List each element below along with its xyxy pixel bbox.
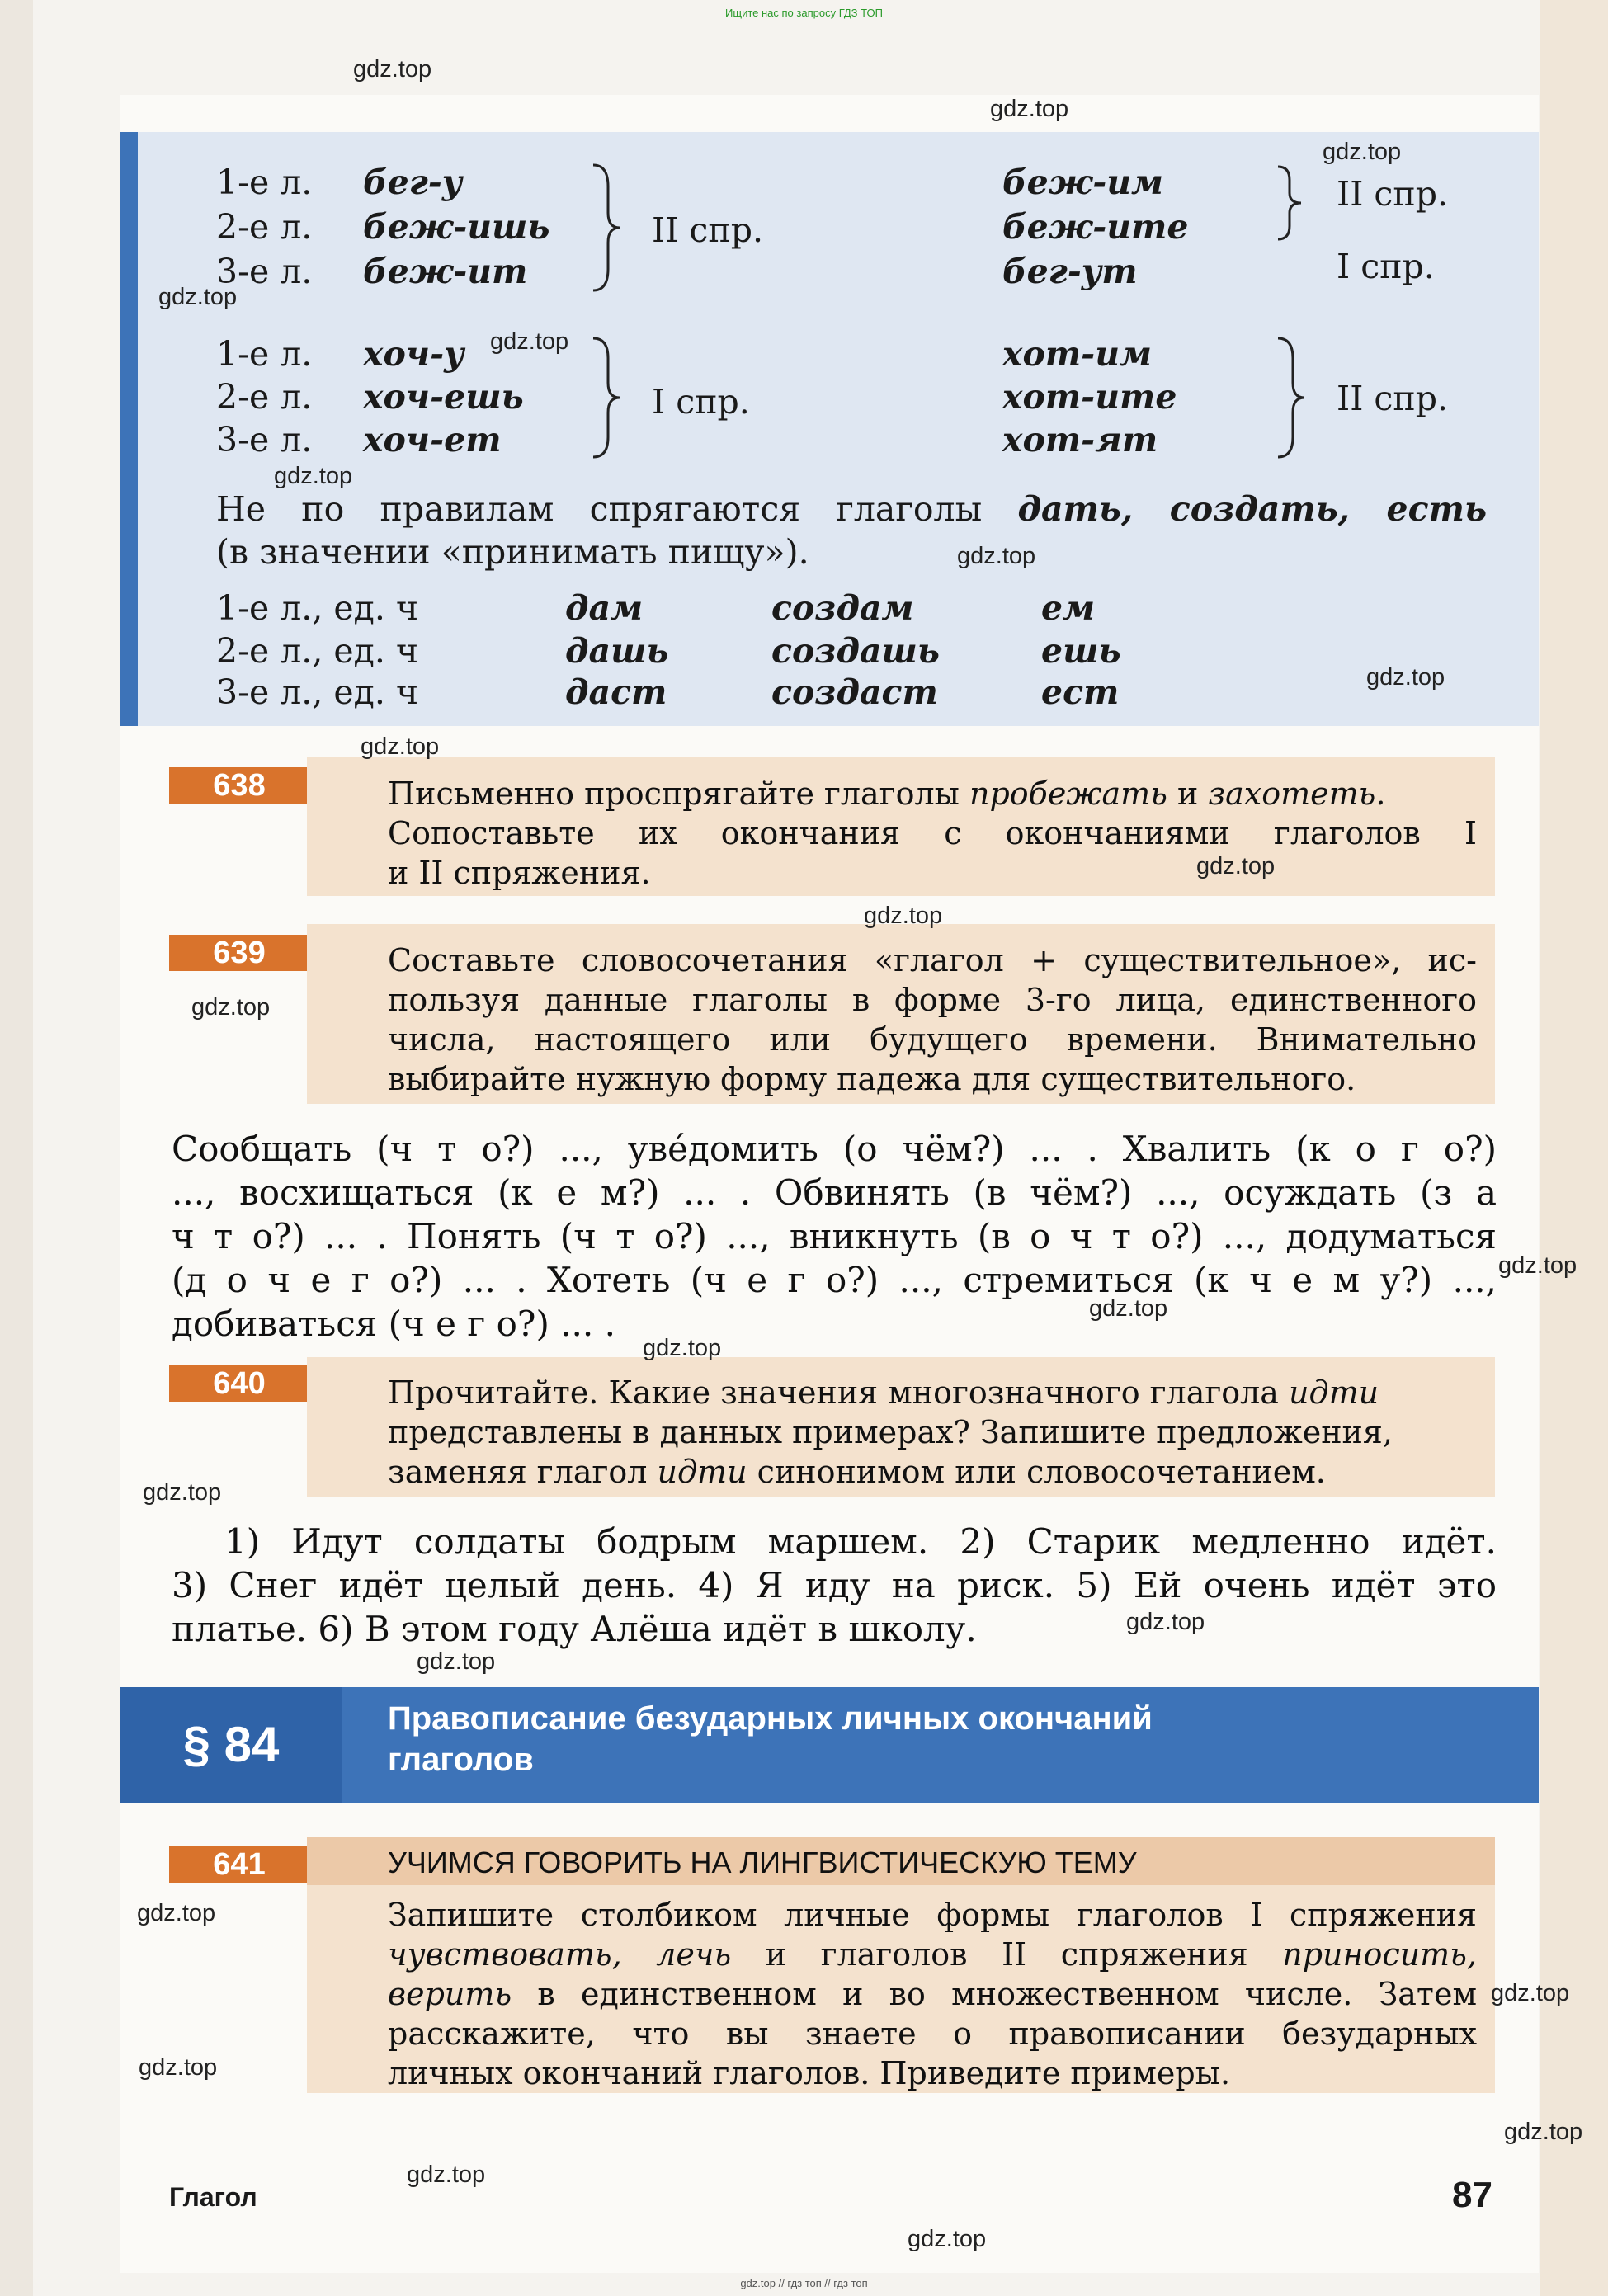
watermark: gdz.top — [353, 56, 432, 83]
task-verb: чувствовать, лечь — [388, 1936, 732, 1973]
brace-icon — [590, 335, 623, 460]
person-label: 3-е л. — [216, 420, 313, 460]
exercise-number: 641 — [169, 1846, 309, 1883]
person-label: 2-е л., ед. ч — [216, 631, 419, 671]
watermark: gdz.top — [1089, 1295, 1168, 1322]
watermark: gdz.top — [1323, 139, 1402, 165]
section-title-line: Правописание безударных личных окончаний — [388, 1700, 1153, 1737]
watermark: gdz.top — [361, 733, 440, 760]
task-line: пользуя данные глаголы в форме 3-го лица, единственного — [388, 982, 1477, 1018]
verb-form: беж-им — [1002, 163, 1164, 202]
verb-form: хоч-ет — [363, 420, 502, 460]
task-text: синонимом или словосочетанием. — [747, 1454, 1326, 1490]
task-line — [388, 1373, 1477, 1412]
verb-form: создаст — [771, 672, 938, 712]
brace-icon — [1275, 335, 1308, 460]
task-text: в единственном и во множественном числе. Затем — [512, 1976, 1477, 2012]
task-line — [388, 1452, 1477, 1492]
body-line: ..., восхищаться (к е м?) ... . Обвинять (в чём?) ..., осуждать (з а — [172, 1172, 1497, 1213]
verb-form: беж-ишь — [363, 207, 550, 247]
task-line — [388, 1974, 1477, 2014]
watermark: gdz.top — [908, 2226, 987, 2252]
verb-form: беж-ите — [1002, 207, 1189, 247]
page-number: 87 — [1452, 2175, 1492, 2215]
task-verb: приносить, — [1282, 1936, 1477, 1973]
watermark: gdz.top — [158, 284, 238, 310]
person-label: 2-е л. — [216, 377, 313, 417]
page-left-edge — [0, 0, 33, 2296]
task-line: числа, настоящего или будущего времени. Внимательно — [388, 1021, 1477, 1058]
verb-form: хоч-у — [363, 334, 464, 374]
irregular-intro — [216, 488, 1487, 530]
person-label: 1-е л. — [216, 163, 313, 202]
exercise-body — [172, 1127, 1497, 1346]
watermark: gdz.top — [417, 1648, 496, 1675]
task-text: заменяя глагол — [388, 1454, 658, 1490]
task-verb: идти — [657, 1454, 747, 1490]
verb-form: хот-ите — [1002, 377, 1177, 417]
irregular-intro-text: Не по правилам спрягаются глаголы — [216, 489, 1018, 529]
watermark: gdz.top — [1498, 1252, 1577, 1279]
exercise-number: 638 — [169, 767, 309, 804]
verb-form: ест — [1041, 672, 1120, 712]
task-line: Запишите столбиком личные формы глаголов I спряжения — [388, 1897, 1477, 1933]
verb-form: бег-у — [363, 163, 463, 202]
exercise-body — [172, 1520, 1497, 1651]
verb-form: хоч-ешь — [363, 377, 524, 417]
task-line — [388, 1935, 1477, 1974]
verb-form: даст — [565, 672, 667, 712]
verb-form: бег-ут — [1002, 252, 1138, 291]
verb-form: дашь — [565, 631, 669, 671]
watermark: gdz.top — [137, 1900, 216, 1926]
person-label: 3-е л., ед. ч — [216, 672, 419, 712]
watermark: gdz.top — [191, 994, 271, 1021]
watermark: gdz.top — [139, 2054, 218, 2081]
section-number: § 84 — [120, 1687, 342, 1803]
watermark: gdz.top — [1504, 2119, 1583, 2145]
task-line: расскажите, что вы знаете о правописании безударных — [388, 2015, 1477, 2052]
conjugation-label: II спр. — [1337, 174, 1448, 214]
body-line: 3) Снег идёт целый день. 4) Я иду на риск. 5) Ей очень идёт это — [172, 1565, 1497, 1605]
task-verb: пробежать — [969, 776, 1167, 812]
body-line: 1) Идут солдаты бодрым маршем. 2) Старик медленно идёт. — [224, 1521, 1497, 1562]
body-line: добиваться (ч е г о?) ... . — [172, 1304, 615, 1344]
watermark: gdz.top — [143, 1479, 222, 1506]
person-label: 3-е л. — [216, 252, 313, 291]
irregular-verbs: дать, создать, есть — [1017, 489, 1487, 529]
verb-form: ем — [1041, 588, 1096, 628]
task-verb: верить — [388, 1976, 512, 2012]
watermark: gdz.top — [1366, 664, 1445, 691]
task-line: Сопоставьте их окончания с окончаниями глаголов I — [388, 815, 1477, 851]
task-line: личных окончаний глаголов. Приведите примеры. — [388, 2055, 1231, 2091]
watermark: gdz.top — [864, 903, 943, 929]
task-line: и II спряжения. — [388, 855, 651, 891]
exercise-number: 640 — [169, 1365, 309, 1402]
person-label: 1-е л., ед. ч — [216, 588, 419, 628]
task-verb: захотеть. — [1208, 776, 1386, 812]
conjugation-label: II спр. — [1337, 379, 1448, 418]
person-label: 2-е л. — [216, 207, 313, 247]
task-text: и глаголов II спряжения — [731, 1936, 1283, 1973]
conjugation-box-bar — [120, 132, 138, 726]
page-right-edge — [1540, 0, 1608, 2296]
watermark: gdz.top — [407, 2162, 486, 2188]
footer-section: Глагол — [169, 2182, 257, 2212]
task-text: и — [1167, 776, 1209, 812]
verb-form: беж-ит — [363, 252, 528, 291]
person-label: 1-е л. — [216, 334, 313, 374]
header-note: Ищите нас по запросу ГДЗ ТОП — [725, 7, 883, 19]
verb-form: создашь — [771, 631, 940, 671]
body-line: ч т о?) ... . Понять (ч т о?) ..., вникнуть (в о ч т о?) ..., додуматься — [172, 1216, 1497, 1256]
exercise-task — [388, 941, 1477, 1099]
watermark: gdz.top — [1196, 853, 1276, 879]
watermark: gdz.top — [490, 328, 569, 355]
verb-form: ешь — [1041, 631, 1121, 671]
exercise-task — [388, 1373, 1477, 1492]
brace-icon — [590, 162, 623, 294]
task-line: Составьте словосочетания «глагол + существительное», ис- — [388, 942, 1477, 978]
task-line — [388, 774, 1477, 813]
section-title — [388, 1698, 1510, 1780]
watermark: gdz.top — [990, 96, 1069, 122]
conjugation-label: I спр. — [1337, 247, 1435, 286]
watermark: gdz.top — [274, 463, 353, 489]
irregular-note: (в значении «принимать пищу»). — [216, 532, 809, 572]
exercise-task — [388, 1895, 1477, 2093]
exercise-heading: УЧИМСЯ ГОВОРИТЬ НА ЛИНГВИСТИЧЕСКУЮ ТЕМУ — [388, 1846, 1137, 1879]
body-line: Сообщать (ч т о?) ..., уве́домить (о чём?) ... . Хвалить (к о г о?) — [172, 1129, 1497, 1169]
footer-note: gdz.top // гдз топ // гдз топ — [740, 2277, 868, 2289]
task-verb: идти — [1289, 1374, 1379, 1411]
watermark: gdz.top — [643, 1335, 722, 1361]
brace-icon — [1275, 163, 1304, 243]
exercise-task — [388, 774, 1477, 893]
exercise-number: 639 — [169, 935, 309, 971]
task-text: Прочитайте. Какие значения многозначного глагола — [388, 1374, 1290, 1411]
watermark: gdz.top — [1491, 1980, 1570, 2006]
section-title-line: глаголов — [388, 1742, 534, 1778]
body-line: (д о ч е г о?) ... . Хотеть (ч е г о?) ..., стремиться (к ч е м у?) ..., — [172, 1260, 1497, 1300]
watermark: gdz.top — [957, 543, 1036, 569]
body-line: платье. 6) В этом году Алёша идёт в школу. — [172, 1609, 977, 1649]
task-text: Письменно проспрягайте глаголы — [388, 776, 969, 812]
verb-form: хот-им — [1002, 334, 1152, 374]
watermark: gdz.top — [1126, 1609, 1205, 1635]
verb-form: дам — [565, 588, 644, 628]
verb-form: создам — [771, 588, 914, 628]
task-line: представлены в данных примерах? Запишите предложения, — [388, 1414, 1393, 1450]
task-line: выбирайте нужную форму падежа для существительного. — [388, 1061, 1356, 1097]
conjugation-label: I спр. — [652, 382, 750, 422]
conjugation-label: II спр. — [652, 210, 763, 250]
verb-form: хот-ят — [1002, 420, 1158, 460]
